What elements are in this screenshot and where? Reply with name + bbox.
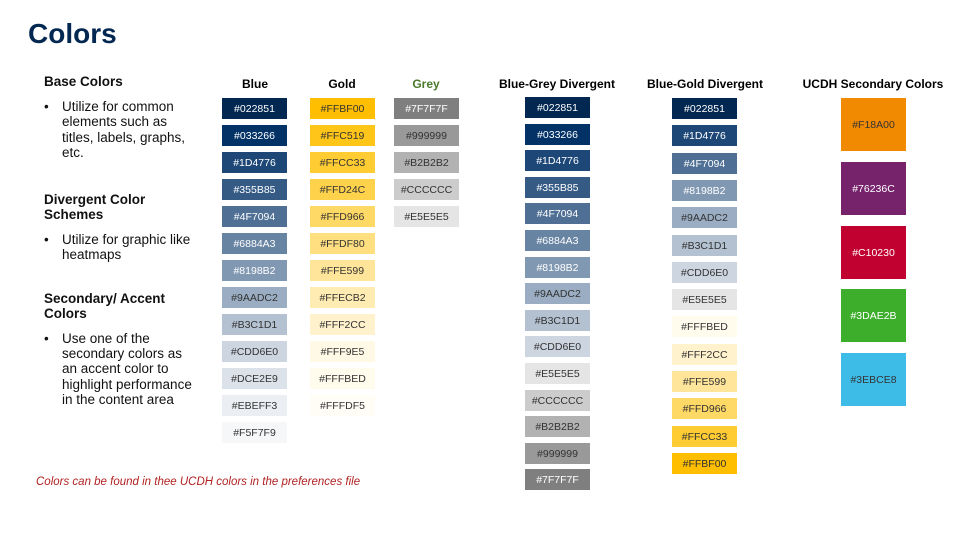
color-swatch: #E5E5E5 <box>525 363 590 384</box>
color-swatch: #FFD966 <box>310 206 375 227</box>
color-swatch: #022851 <box>525 97 590 118</box>
color-swatch: #EBEFF3 <box>222 395 287 416</box>
color-swatch: #9AADC2 <box>672 207 737 228</box>
color-swatch: #B3C1D1 <box>525 310 590 331</box>
color-swatch: #CDD6E0 <box>672 262 737 283</box>
palette-heading-grey: Grey <box>412 77 440 91</box>
color-swatch: #FFFBED <box>672 316 737 337</box>
section-heading: Secondary/ Accent Colors <box>44 290 166 321</box>
color-swatch: #3EBCE8 <box>841 353 906 406</box>
color-swatch: #FFFBED <box>310 368 375 389</box>
color-swatch: #8198B2 <box>222 260 287 281</box>
color-swatch: #FFE599 <box>672 371 737 392</box>
bullet-dot-icon: • <box>44 99 49 114</box>
color-swatch: #FFF9E5 <box>310 341 375 362</box>
color-swatch: #FFECB2 <box>310 287 375 308</box>
section-divergent <box>44 192 194 263</box>
color-swatch: #F18A00 <box>841 98 906 151</box>
color-swatch: #CCCCCC <box>394 179 459 200</box>
color-swatch: #6884A3 <box>525 230 590 251</box>
palette-heading-ucdh-secondary-colors: UCDH Secondary Colors <box>802 77 944 91</box>
palette-heading-blue-gold-divergent: Blue-Gold Divergent <box>646 77 763 91</box>
color-swatch: #1D4776 <box>672 125 737 146</box>
color-swatch: #FFD966 <box>672 398 737 419</box>
color-swatch: #CCCCCC <box>525 390 590 411</box>
color-swatch: #022851 <box>672 98 737 119</box>
bullet-item <box>44 232 194 263</box>
footnote: Colors can be found in thee UCDH colors in the preferences file <box>36 476 361 488</box>
color-swatch: #4F7094 <box>672 153 737 174</box>
color-swatch: #E5E5E5 <box>672 289 737 310</box>
bullet-text: Utilize for common elements such as titles, labels, graphs, etc. <box>62 99 186 160</box>
color-swatch: #1D4776 <box>222 152 287 173</box>
color-swatch: #CDD6E0 <box>525 336 590 357</box>
bullet-text: Use one of the secondary colors as an accent color to highlight performance in the content area <box>62 330 192 407</box>
color-swatch: #355B85 <box>525 177 590 198</box>
palette-heading-blue-grey-divergent: Blue-Grey Divergent <box>498 77 616 91</box>
color-swatch: #3DAE2B <box>841 289 906 342</box>
color-swatch: #6884A3 <box>222 233 287 254</box>
color-swatch: #1D4776 <box>525 150 590 171</box>
color-swatch: #8198B2 <box>672 180 737 201</box>
bullet-item <box>44 99 194 160</box>
color-swatch: #9AADC2 <box>222 287 287 308</box>
color-swatch: #F5F7F9 <box>222 422 287 443</box>
color-swatch: #033266 <box>222 125 287 146</box>
color-swatch: #76236C <box>841 162 906 215</box>
color-swatch: #FFD24C <box>310 179 375 200</box>
color-swatch: #FFBF00 <box>310 98 375 119</box>
bullet-item <box>44 331 194 407</box>
color-swatch: #355B85 <box>222 179 287 200</box>
color-swatch: #DCE2E9 <box>222 368 287 389</box>
color-swatch: #E5E5E5 <box>394 206 459 227</box>
bullet-dot-icon: • <box>44 232 49 248</box>
color-swatch: #7F7F7F <box>394 98 459 119</box>
palette-heading-blue: Blue <box>241 77 268 91</box>
color-swatch: #4F7094 <box>525 203 590 224</box>
section-secondary <box>44 291 194 407</box>
color-swatch: #FFCC33 <box>672 426 737 447</box>
color-swatch: #8198B2 <box>525 257 590 278</box>
color-swatch: #CDD6E0 <box>222 341 287 362</box>
color-swatch: #FFBF00 <box>672 453 737 474</box>
guidelines-panel <box>44 74 194 407</box>
section-heading: Base Colors <box>44 74 123 89</box>
color-swatch: #B3C1D1 <box>672 235 737 256</box>
color-swatch: #4F7094 <box>222 206 287 227</box>
color-swatch: #FFC519 <box>310 125 375 146</box>
color-swatch: #7F7F7F <box>525 469 590 490</box>
color-swatch: #C10230 <box>841 226 906 279</box>
color-swatch: #FFF2CC <box>310 314 375 335</box>
color-swatch: #FFFDF5 <box>310 395 375 416</box>
color-swatch: #FFF2CC <box>672 344 737 365</box>
color-swatch: #B3C1D1 <box>222 314 287 335</box>
bullet-dot-icon: • <box>44 330 49 346</box>
palette-heading-gold: Gold <box>328 77 356 91</box>
bullet-text: Utilize for graphic like heatmaps <box>62 232 191 263</box>
color-swatch: #B2B2B2 <box>394 152 459 173</box>
color-swatch: #033266 <box>525 124 590 145</box>
color-swatch: #022851 <box>222 98 287 119</box>
color-swatch: #FFDF80 <box>310 233 375 254</box>
color-swatch: #999999 <box>525 443 590 464</box>
color-swatch: #999999 <box>394 125 459 146</box>
color-swatch: #9AADC2 <box>525 283 590 304</box>
page-title: Colors <box>28 18 117 49</box>
section-heading: Divergent Color Schemes <box>44 192 146 223</box>
color-swatch: #FFCC33 <box>310 152 375 173</box>
color-swatch: #B2B2B2 <box>525 416 590 437</box>
color-swatch: #FFE599 <box>310 260 375 281</box>
